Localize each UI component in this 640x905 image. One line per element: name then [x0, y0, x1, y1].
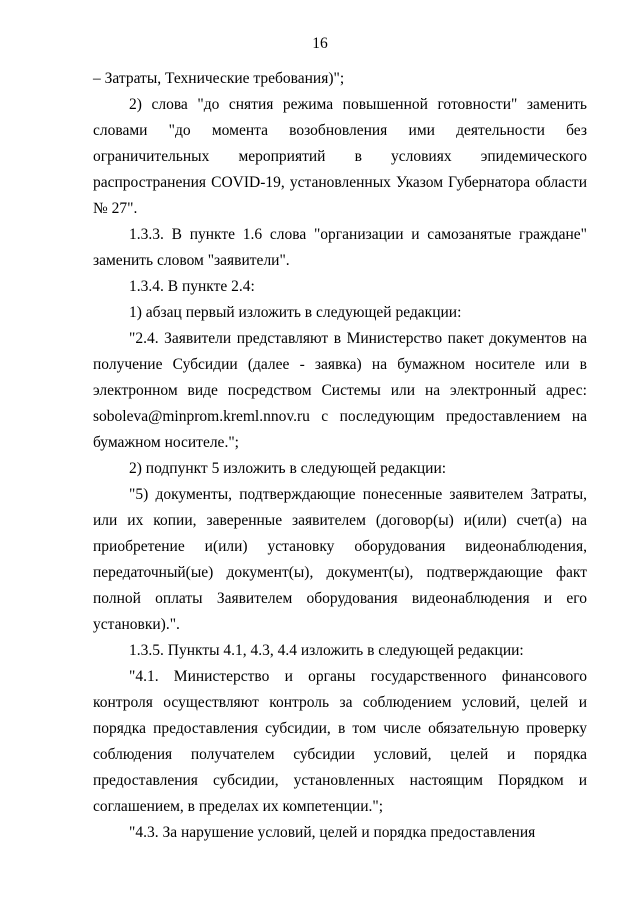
paragraph-1-3-3: 1.3.3. В пункте 1.6 слова "организации и самозанятые граждане" заменить словом "заявители". [93, 226, 587, 269]
paragraph-item-2-words: 2) слова "до снятия режима повышенной готовности" заменить словами "до момента возобновления ими деятельности без ограничительных мероприятий в условиях эпидемического распространения COVID-19, установленных Указом Губернатора области № 27". [93, 96, 587, 217]
paragraph-item-2-podpunkt: 2) подпункт 5 изложить в следующей редакции: [129, 460, 447, 477]
paragraph-quote-4-3: "4.3. За нарушение условий, целей и порядка предоставления [129, 824, 536, 841]
paragraph-1-3-5: 1.3.5. Пункты 4.1, 4.3, 4.4 изложить в следующей редакции: [129, 642, 524, 659]
paragraph-quote-4-1: "4.1. Министерство и органы государственного финансового контроля осуществляют контроль за соблюдением условий, целей и порядка предоставления субсидии, в том числе обязательную проверку соблюдения получателем субсидии условий, целей и порядка предоставления субсидии, установленных настоящим Порядком и соглашением, в пределах их компетенции."; [93, 668, 587, 815]
paragraph-1-3-4: 1.3.4. В пункте 2.4: [129, 278, 255, 295]
paragraph-quote-5-documents: "5) документы, подтверждающие понесенные заявителем Затраты, или их копии, заверенные заявителем (договор(ы) и(или) счет(а) на приобретение и(или) установку оборудования видеонаблюдения, передаточный(ые) документ(ы), документ(ы), подтверждающие факт полной оплаты Заявителем оборудования видеонаблюдения и его установки).". [93, 486, 587, 633]
page-number: 16 [312, 35, 328, 52]
paragraph-item-1-abzac: 1) абзац первый изложить в следующей редакции: [129, 304, 462, 321]
paragraph-continuation: – Затраты, Технические требования)"; [93, 70, 345, 87]
document-body [93, 66, 587, 846]
paragraph-quote-2-4: "2.4. Заявители представляют в Министерство пакет документов на получение Субсидии (далее - заявка) на бумажном носителе или в электронном виде посредством Системы или на электронный адрес: soboleva@minprom.kreml.nnov.ru с последующим предоставлением на бумажном носителе."; [93, 330, 587, 451]
